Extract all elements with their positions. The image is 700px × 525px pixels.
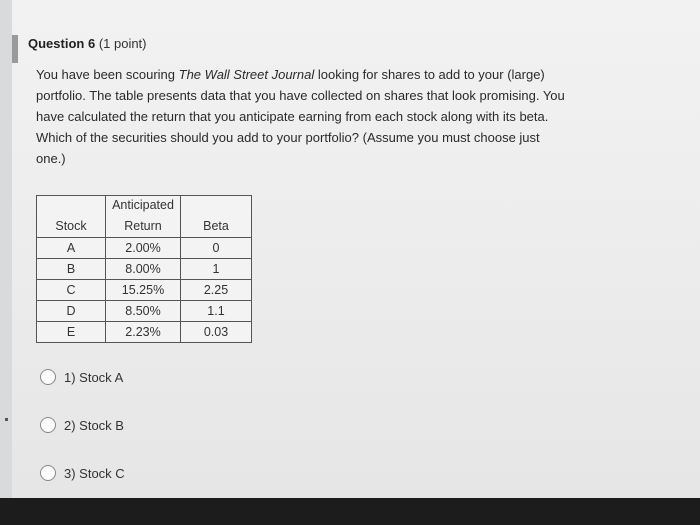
question-text-body: looking for shares to add to your (large) portfolio. The table presents data that you have collected on shares that look promising. You have calculated the return that you anticipate earning from each stock along with its beta. Which of the securities should you add to your portfolio? (Assume you must choose just one.) [36,67,565,166]
cell-return: 15.25% [106,280,181,301]
option-stock-a[interactable] [40,366,200,388]
cell-beta: 0 [181,238,252,259]
option-stock-b[interactable] [40,414,200,436]
question-points: (1 point) [98,36,147,51]
question-text-journal: The Wall Street Journal [178,67,315,82]
cell-beta: 2.25 [181,280,252,301]
cell-stock: B [37,259,106,280]
question-marker [12,35,18,63]
cell-stock: D [37,301,106,322]
question-text [36,64,566,169]
cell-return: 2.23% [106,322,181,343]
cell-beta: 1.1 [181,301,252,322]
header-stock: Stock [37,196,106,238]
question-number: Question 6 [28,36,96,51]
cell-return: 8.50% [106,301,181,322]
cell-stock: A [37,238,106,259]
option-label: 3) Stock C [64,465,125,481]
table-row [37,322,252,343]
radio-button-icon[interactable] [40,465,56,481]
option-label: 1) Stock A [64,369,124,385]
scroll-marker [5,418,8,421]
radio-button-icon[interactable] [40,369,56,385]
question-text-intro: You have been scouring [36,67,179,82]
stock-data-table [36,195,252,343]
cell-return: 8.00% [106,259,181,280]
table-row [37,280,252,301]
table-header-row [37,196,252,238]
header-return-line1: Anticipated [112,198,174,212]
question-title [28,36,147,51]
radio-button-icon[interactable] [40,417,56,433]
screen-bezel [0,498,700,525]
header-return-line2: Return [124,219,162,233]
cell-beta: 1 [181,259,252,280]
header-beta: Beta [181,196,252,238]
cell-stock: E [37,322,106,343]
cell-return: 2.00% [106,238,181,259]
cell-stock: C [37,280,106,301]
table-row [37,238,252,259]
table-row [37,301,252,322]
cell-beta: 0.03 [181,322,252,343]
table-row [37,259,252,280]
header-return [106,196,181,238]
option-stock-c[interactable] [40,462,200,484]
option-label: 2) Stock B [64,417,124,433]
